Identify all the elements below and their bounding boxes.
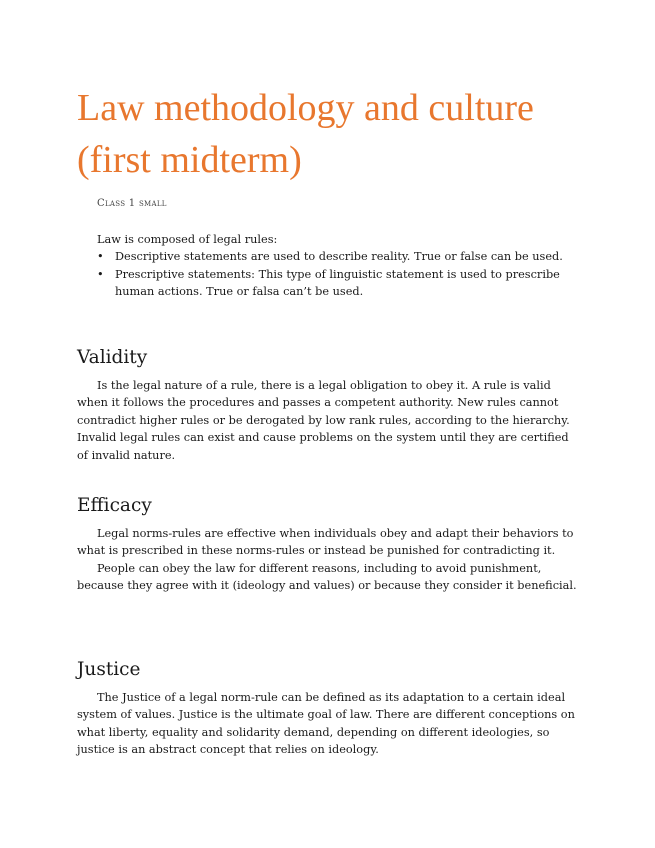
section-body-efficacy xyxy=(77,525,577,595)
list-item xyxy=(97,248,567,265)
document-title: Law methodology and culture (first midterm) xyxy=(77,87,534,181)
document-subtitle: Class 1 small xyxy=(97,198,167,209)
paragraph: People can obey the law for different reasons, including to avoid punishment, because they agree with it (ideology and values) or because they consider it beneficial. xyxy=(77,561,577,593)
intro-lead: Law is composed of legal rules: xyxy=(97,233,278,246)
paragraph: Is the legal nature of a rule, there is a legal obligation to obey it. A rule is valid when it follows the procedures and passes a competent authority. New rules cannot contradict higher rules or be derogated by low rank rules, according to the hierarchy. Invalid legal rules can exist and cause problems on the system until they are certified of invalid nature. xyxy=(77,379,570,462)
list-item-text: Prescriptive statements: This type of linguistic statement is used to prescribe human actions. True or falsa can’t be used. xyxy=(115,267,560,299)
list-item xyxy=(97,266,567,301)
section-heading-efficacy: Efficacy xyxy=(77,495,152,516)
section-heading-justice: Justice xyxy=(77,659,141,680)
section-heading-validity: Validity xyxy=(77,347,148,368)
intro-block xyxy=(97,231,567,301)
intro-bullet-list xyxy=(97,248,567,300)
section-body-validity xyxy=(77,377,577,464)
paragraph: The Justice of a legal norm-rule can be defined as its adaptation to a certain ideal system of values. Justice is the ultimate goal of law. There are different conceptions on what liberty, equality and solidarity demand, depending on different ideologies, so justice is an abstract concept that relies on ideology. xyxy=(77,691,575,757)
bullet-icon: • xyxy=(97,267,104,281)
section-body-justice xyxy=(77,689,577,759)
bullet-icon: • xyxy=(97,250,104,264)
paragraph: Legal norms-rules are effective when individuals obey and adapt their behaviors to what is prescribed in these norms-rules or instead be punished for contradicting it. xyxy=(77,527,574,558)
list-item-text: Descriptive statements are used to describe reality. True or false can be used. xyxy=(115,250,563,264)
